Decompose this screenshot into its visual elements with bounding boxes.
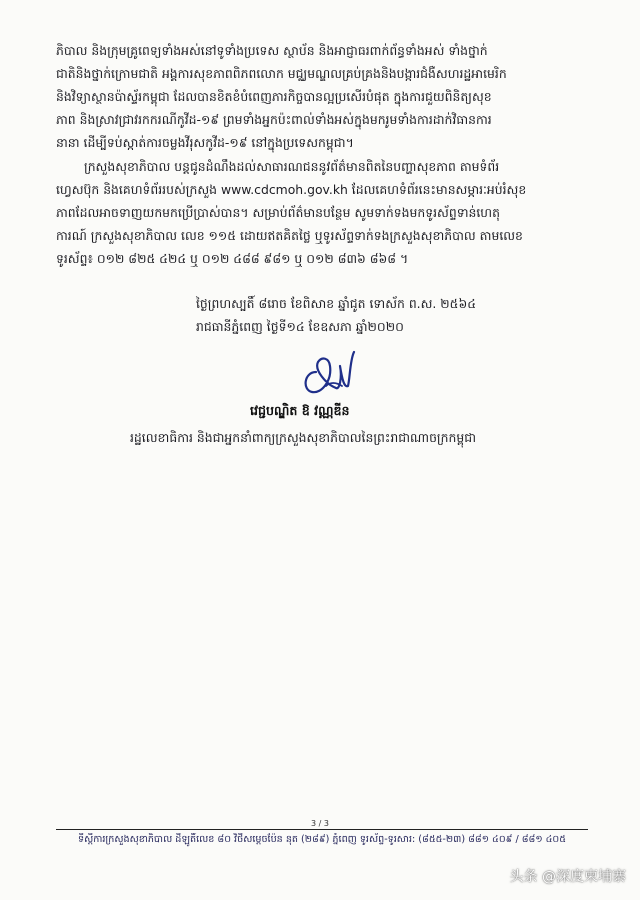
footer-address: ទីស្តីការក្រសួងសុខាភិបាល ដីឡូតិ៍លេខ ៨០ វិថីសម្តេចប៉ែន នុត (២៨៩) ភ្នំពេញ ទូរស័ព្ទ-ទូរសារ: (៨៥៥-២៣) ៨៨១ ៤០៩ / ៨៨១ ៤០៥: [78, 834, 567, 845]
paragraph-line: ភាពដែលអាចទាញយកមកប្រើប្រាស់បាន។ សម្រាប់ព័ត៌មានបន្ថែម សូមទាក់ទងមកទូរស័ព្ទទាន់ហេតុ: [56, 205, 500, 220]
paragraph-line: និងវិទ្យាស្ថានប៉ាស្ទ័រកម្ពុជា ដែលបានខិតខំបំពេញភារកិច្ចបានល្អប្រសើរបំផុត ក្នុងការជួយពិនិត្យសុខ: [56, 89, 492, 104]
paragraph-1: [56, 39, 588, 154]
watermark: 头条 @深度柬埔寨: [509, 869, 626, 885]
signature-image: [296, 342, 366, 402]
paragraph-line: ហ្វេសប៊ុក និងគេហទំព័ររបស់ក្រសួង www.cdcmoh.gov.kh ដែលគេហទំព័រនេះមានសម្ភារៈអប់រំសុខ: [56, 182, 527, 197]
paragraph-2: [56, 155, 588, 270]
paragraph-line: ក្រសួងសុខាភិបាល បន្តជូនដំណឹងដល់សាធារណជននូវព័ត៌មានពិតនៃបញ្ហាសុខភាព តាមទំព័រ: [84, 159, 500, 174]
paragraph-line: ភិបាល និងក្រុមគ្រូពេទ្យទាំងអស់នៅទូទាំងប្រទេស ស្ថាប័ន និងអាជ្ញាធរពាក់ព័ន្ធទាំងអស់ ទាំងថ្នាក់: [56, 43, 488, 58]
paragraph-line: នានា ដើម្បីទប់ស្កាត់ការចម្លងវីរុសកូវីដ-១៩ នៅក្នុងប្រទេសកម្ពុជា។: [56, 135, 354, 150]
footer-divider: [56, 829, 588, 830]
place-and-date: រាជធានីភ្នំពេញ ថ្ងៃទី១៤ ខែឧសភា ឆ្នាំ២០២០: [196, 319, 404, 334]
paragraph-line: ការណ៍ ក្រសួងសុខាភិបាល លេខ ១១៥ ដោយឥតគិតថ្លៃ ឬទូរស័ព្ទទាក់ទងក្រសួងសុខាភិបាល តាមលេខ: [56, 228, 523, 243]
paragraph-line: ភាព និងស្រាវជ្រាវរកករណីកូវីដ-១៩ ព្រមទាំងអ្នកប៉ះពាល់ទាំងអស់ក្នុងមករូមទាំងការដាក់វិធានការ: [56, 112, 492, 127]
paragraph-line: ទូរស័ព្ទ៖ ០១២ ៨២៥ ៤២៤ ឬ ០១២ ៤៨៨ ៩៨១ ឬ ០១២ ៨៣៦ ៨៦៨ ។: [56, 251, 409, 266]
signer-title: រដ្ឋលេខាធិការ និងជាអ្នកនាំពាក្យក្រសួងសុខាភិបាលនៃព្រះរាជាណាចក្រកម្ពុជា: [130, 430, 477, 445]
page-number: 3 / 3: [311, 819, 329, 828]
lunar-date: ថ្ងៃព្រហស្បតិ៍ ៨រោច ខែពិសាខ ឆ្នាំជូត ទោស័ក ព.ស. ២៥៦៤: [196, 296, 476, 311]
signer-name: វេជ្ជបណ្ឌិត ឱ វណ្ណឌីន: [250, 403, 350, 418]
paragraph-line: ជាតិនិងថ្នាក់ក្រោមជាតិ អង្គការសុខភាពពិភពលោក មជ្ឈមណ្ឌលគ្រប់គ្រងនិងបង្ការជំងឺសហរដ្ឋអាមេរិក: [56, 66, 507, 81]
